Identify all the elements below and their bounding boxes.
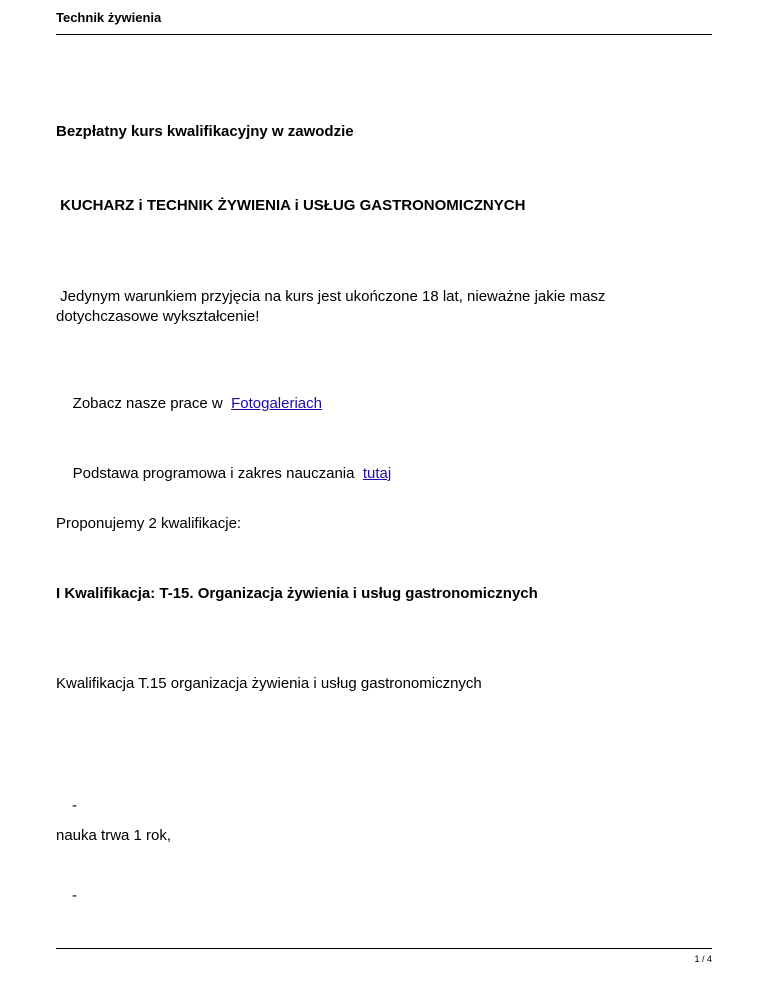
- qualifications-intro: Proponujemy 2 kwalifikacje:: [56, 515, 242, 532]
- footer-rule: [56, 948, 712, 949]
- qualification-description: Kwalifikacja T.15 organizacja żywienia i usług gastronomicznych: [56, 675, 482, 692]
- curriculum-link[interactable]: tutaj: [362, 465, 392, 482]
- list-bullet: -: [72, 797, 77, 814]
- qualification-heading: I Kwalifikacja: T-15. Organizacja żywienia i usług gastronomicznych: [56, 585, 538, 602]
- header-rule: [56, 34, 712, 35]
- gallery-link[interactable]: Fotogaleriach: [231, 395, 322, 412]
- gallery-text: Zobacz nasze prace w: [72, 395, 232, 412]
- page-number: 1 / 4: [694, 954, 712, 964]
- duration-text: nauka trwa 1 rok,: [56, 827, 172, 844]
- requirement-paragraph: Jedynym warunkiem przyjęcia na kurs jest ukończone 18 lat, nieważne jakie masz dotychczasowe wykształcenie!: [56, 288, 610, 325]
- gallery-paragraph: [56, 374, 712, 434]
- header-title: Technik żywienia: [56, 10, 162, 25]
- list-bullet: -: [72, 887, 77, 904]
- heading-profession: KUCHARZ i TECHNIK ŻYWIENIA i USŁUG GASTRONOMICZNYCH: [56, 197, 526, 214]
- curriculum-text: Podstawa programowa i zakres nauczania: [72, 465, 363, 482]
- curriculum-paragraph: [56, 444, 712, 504]
- heading-course: Bezpłatny kurs kwalifikacyjny w zawodzie: [56, 123, 354, 140]
